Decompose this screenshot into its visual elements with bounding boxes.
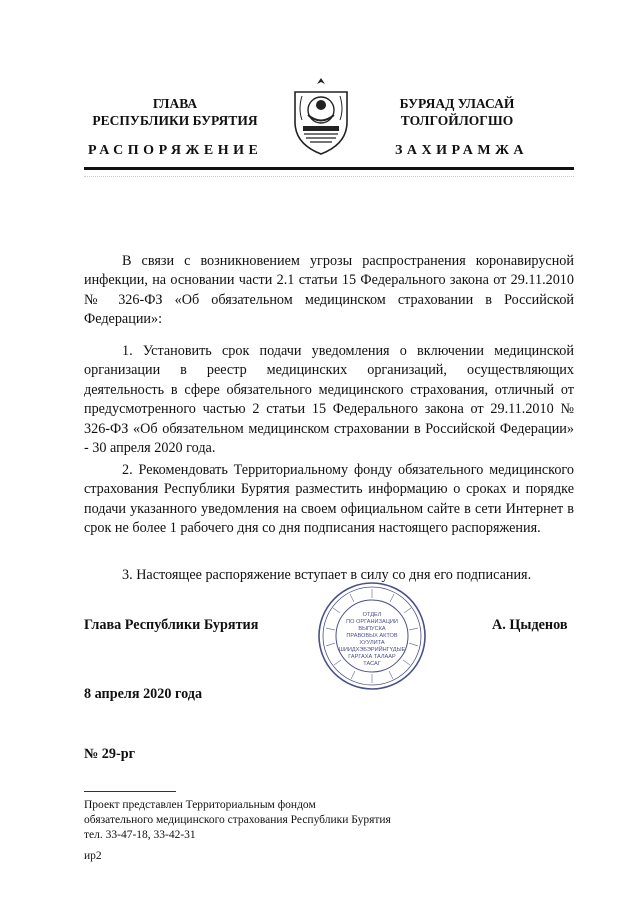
coat-of-arms-emblem (290, 74, 352, 156)
footer-divider (84, 791, 176, 792)
signatory-name: А. Цыденов (492, 617, 568, 633)
typist-initials: ир2 (84, 850, 102, 862)
intro-paragraph: В связи с возникновением угрозы распространения коронавирусной инфекции, на основании части 2.1 статьи 15 Федерального закона от 29.11.2010 № 326-ФЗ «Об обязательном медицинском страховании в Российской Федерации»: (84, 253, 574, 328)
stamp-line-3: ВЫПУСКА (358, 626, 386, 632)
stamp-line-2: ПО ОРГАНИЗАЦИИ (346, 619, 398, 625)
stamp-line-5: ХУУЛИТА (359, 640, 385, 646)
header-right-line2: ТОЛГОЙЛОГШО (400, 113, 514, 128)
document-number: № 29-рг (84, 746, 136, 762)
header-left-line1: ГЛАВА (152, 96, 198, 111)
stamp-line-7: ГАРГАХА ТАЛААР (348, 654, 396, 660)
item-1-paragraph: 1. Установить срок подачи уведомления о включении медицинской организации в реестр медицинских организаций, осуществляющих деятельность в сфере обязательного медицинского страхования, отличный от предусмотренного частью 2 статьи 15 Федерального закона от 29.11.2010 № 326-ФЗ «Об обязательном медицинском страховании в Российской Федерации» - 30 апреля 2020 года. (84, 343, 574, 457)
stamp-line-8: ТАСАГ (363, 661, 381, 667)
footer-line-1: Проект представлен Территориальным фондом (84, 799, 316, 811)
header-divider (84, 167, 574, 170)
header-left-line2: РЕСПУБЛИКИ БУРЯТИЯ (92, 113, 258, 128)
item-3-paragraph: 3. Настоящее распоряжение вступает в силу со дня его подписания. (122, 567, 532, 583)
stamp-line-1: ОТДЕЛ (362, 612, 382, 618)
header-left (80, 95, 270, 129)
stamp-line-4: ПРАВОВЫХ АКТОВ (346, 633, 398, 639)
stamp-line-6: ШИИДХЭБЭРИЙНГҮДЫЕ (338, 647, 406, 653)
header-right-line1: БУРЯАД УЛАСАЙ (399, 96, 515, 111)
official-stamp (316, 580, 428, 692)
footer-line-2: обязательного медицинского страхования Республики Бурятия (84, 814, 391, 826)
header-right (372, 95, 542, 129)
doc-type-right: ЗАХИРАМЖА (395, 143, 529, 158)
doc-type-left: РАСПОРЯЖЕНИЕ (88, 143, 263, 158)
footer-line-3: тел. 33-47-18, 33-42-31 (84, 829, 196, 841)
item-2-paragraph: 2. Рекомендовать Территориальному фонду обязательного медицинского страхования Республики Бурятия разместить информацию о сроках и порядке подачи указанного уведомления на своем официальном сайте в сети Интернет в срок не более 1 рабочего дня со дня подписания настоящего распоряжения. (84, 462, 574, 537)
header-dotted-divider (84, 176, 574, 177)
signatory-title: Глава Республики Бурятия (84, 617, 259, 633)
document-date: 8 апреля 2020 года (84, 686, 203, 702)
footer-note (84, 798, 391, 843)
